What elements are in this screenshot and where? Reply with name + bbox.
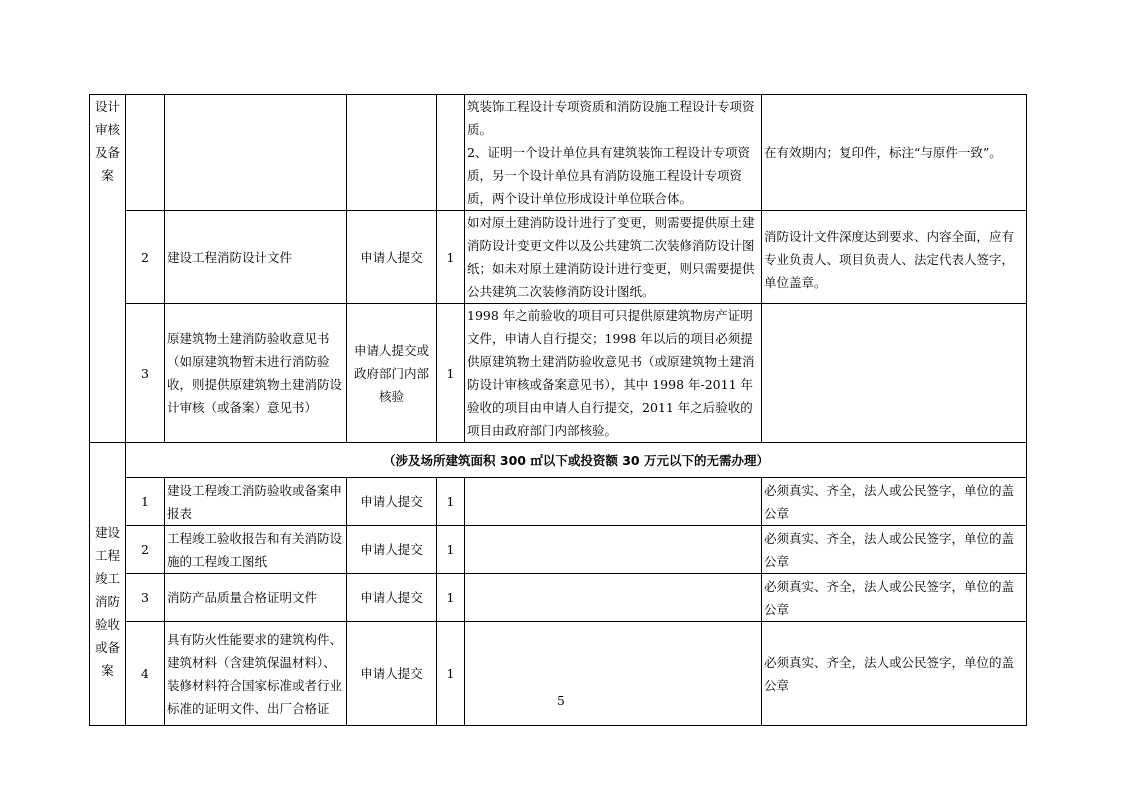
material-source (347, 95, 437, 211)
material-source: 申请人提交 (347, 622, 437, 726)
row-number (126, 95, 165, 211)
category-cell (90, 95, 126, 443)
material-note: 必须真实、齐全，法人或公民签字，单位的盖公章 (762, 478, 1027, 526)
material-source: 申请人提交 (347, 211, 437, 304)
material-name: 具有防火性能要求的建筑构件、建筑材料（含建筑保温材料）、装修材料符合国家标准或者行业标准的证明文件、出厂合格证 (165, 622, 347, 726)
material-count: 1 (437, 574, 465, 622)
material-count: 1 (437, 304, 465, 443)
row-number: 4 (126, 622, 165, 726)
table-row (90, 526, 1027, 574)
material-requirement: 筑装饰工程设计专项资质和消防设施工程设计专项资质。 2、证明一个设计单位具有建筑装饰工程设计专项资质，另一个设计单位具有消防设施工程设计专项资质，两个设计单位形成设计单位联合体。 (465, 95, 762, 211)
material-source: 申请人提交或政府部门内部核验 (347, 304, 437, 443)
material-note (762, 304, 1027, 443)
material-note: 必须真实、齐全，法人或公民签字，单位的盖公章 (762, 574, 1027, 622)
material-count: 1 (437, 478, 465, 526)
table-row (90, 304, 1027, 443)
table-row (90, 211, 1027, 304)
material-source: 申请人提交 (347, 526, 437, 574)
row-number: 3 (126, 304, 165, 443)
exemption-banner: （涉及场所建筑面积 300 ㎡以下或投资额 30 万元以下的无需办理） (126, 443, 1027, 478)
row-number: 2 (126, 211, 165, 304)
material-name: 工程竣工验收报告和有关消防设施的工程竣工图纸 (165, 526, 347, 574)
category-label: 设计审核及备案 (94, 99, 120, 183)
category-label: 建设工程竣工消防验收或备案 (94, 524, 120, 678)
row-number: 3 (126, 574, 165, 622)
page-number: 5 (557, 694, 565, 708)
table-row (90, 95, 1027, 211)
material-note: 消防设计文件深度达到要求、内容全面，应有专业负责人、项目负责人、法定代表人签字，单位盖章。 (762, 211, 1027, 304)
material-requirement (465, 478, 762, 526)
material-name: 消防产品质量合格证明文件 (165, 574, 347, 622)
table-row (90, 478, 1027, 526)
material-requirement (465, 574, 762, 622)
material-note: 必须真实、齐全，法人或公民签字，单位的盖公章 (762, 622, 1027, 726)
category-cell (90, 443, 126, 726)
material-note: 在有效期内；复印件，标注“与原件一致”。 (762, 95, 1027, 211)
material-name: 原建筑物土建消防验收意见书（如原建筑物暂未进行消防验收，则提供原建筑物土建消防设计审核（或备案）意见书） (165, 304, 347, 443)
material-count: 1 (437, 526, 465, 574)
material-name (165, 95, 347, 211)
material-count: 1 (437, 622, 465, 726)
material-requirement: 1998 年之前验收的项目可只提供原建筑物房产证明文件，申请人自行提交；1998 年以后的项目必须提供原建筑物土建消防验收意见书（或原建筑物土建消防设计审核或备案意见书），其中 1998 年-2011 年验收的项目由申请人自行提交，2011 年之后验收的项目由政府部门内部核验。 (465, 304, 762, 443)
material-count (437, 95, 465, 211)
materials-table (89, 94, 1027, 726)
table-row (90, 574, 1027, 622)
material-name: 建设工程竣工消防验收或备案申报表 (165, 478, 347, 526)
material-requirement (465, 526, 762, 574)
material-requirement: 如对原土建消防设计进行了变更，则需要提供原土建消防设计变更文件以及公共建筑二次装修消防设计图纸；如未对原土建消防设计进行变更，则只需要提供公共建筑二次装修消防设计图纸。 (465, 211, 762, 304)
material-note: 必须真实、齐全，法人或公民签字，单位的盖公章 (762, 526, 1027, 574)
row-number: 2 (126, 526, 165, 574)
material-name: 建设工程消防设计文件 (165, 211, 347, 304)
banner-row (90, 443, 1027, 478)
material-source: 申请人提交 (347, 574, 437, 622)
material-requirement (465, 622, 762, 726)
material-source: 申请人提交 (347, 478, 437, 526)
table-row (90, 622, 1027, 726)
material-count: 1 (437, 211, 465, 304)
row-number: 1 (126, 478, 165, 526)
